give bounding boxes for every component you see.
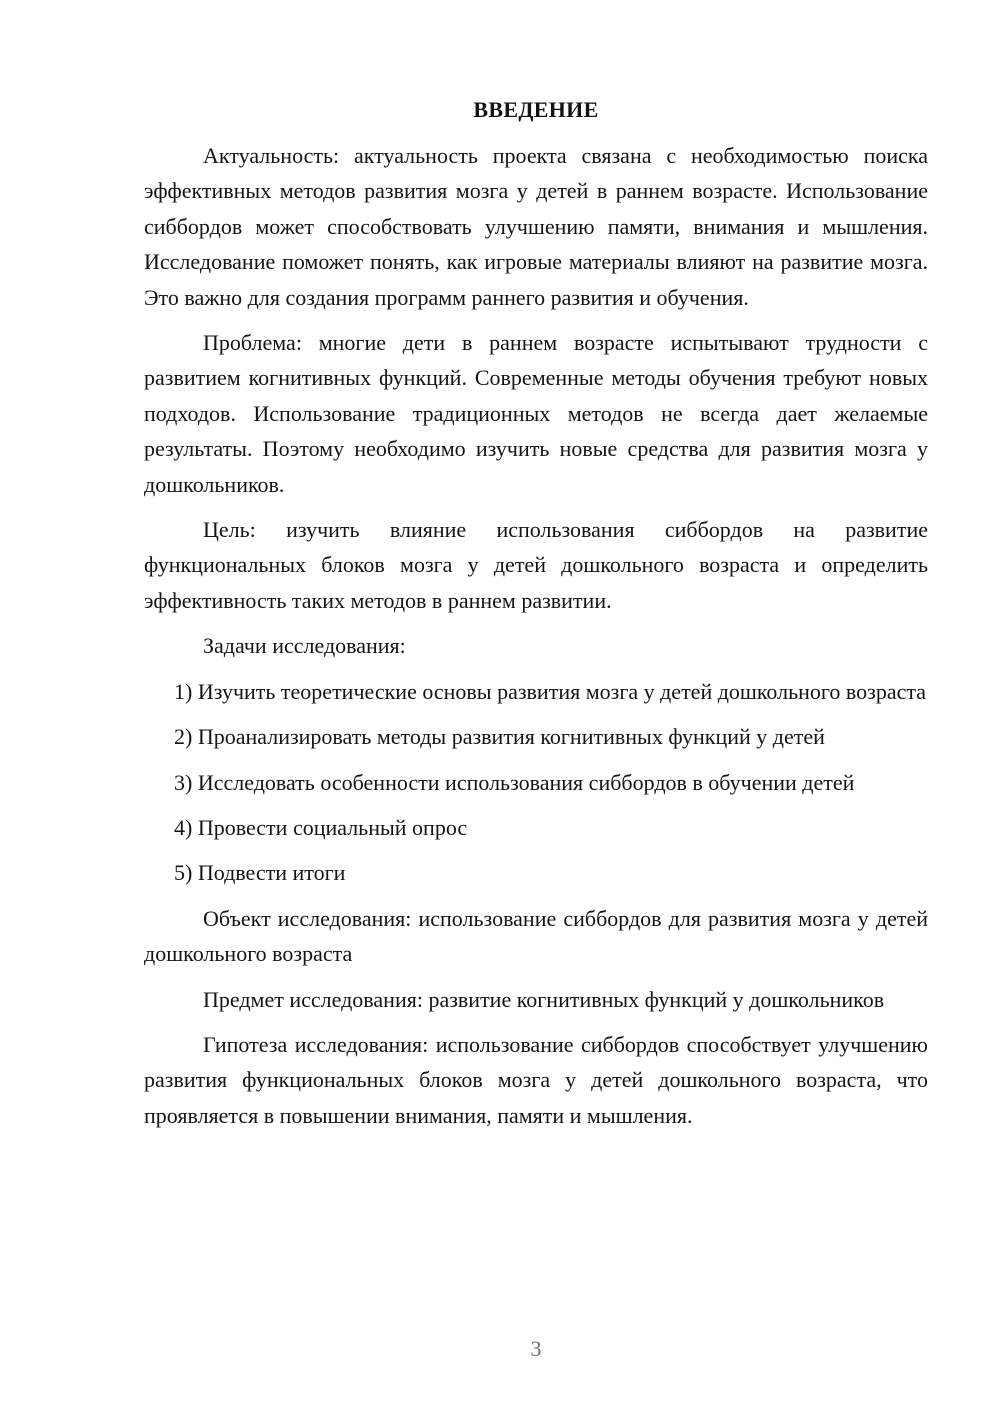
list-item: 5) Подвести итоги: [174, 860, 346, 886]
page-content: [144, 92, 928, 1143]
tasks-list: [144, 674, 928, 891]
list-item: 2) Проанализировать методы развития когнитивных функций у детей: [174, 724, 825, 750]
list-item: 1) Изучить теоретические основы развития мозга у детей дошкольного возраста: [174, 678, 926, 704]
hypothesis-paragraph: Гипотеза исследования: использование сиббордов способствует улучшению развития функциональных блоков мозга у детей дошкольного возраста, что проявляется в повышении внимания, памяти и мышления.: [144, 1031, 928, 1128]
list-item: 3) Исследовать особенности использования сиббордов в обучении детей: [174, 769, 855, 795]
problem-paragraph: Проблема: многие дети в раннем возрасте испытывают трудности с развитием когнитивных функций. Современные методы обучения требуют новых подходов. Использование традиционных методов не всегда дает желаемые результаты. Поэтому необходимо изучить новые средства для развития мозга у дошкольников.: [144, 330, 928, 497]
list-item: 4) Провести социальный опрос: [174, 814, 468, 840]
relevance-paragraph: Актуальность: актуальность проекта связана с необходимостью поиска эффективных методов развития мозга у детей в раннем возрасте. Использование сиббордов может способствовать улучшению памяти, внимания и мышления. Исследование поможет понять, как игровые материалы влияют на развитие мозга. Это важно для создания программ раннего развития и обучения.: [144, 143, 928, 310]
page-title: ВВЕДЕНИЕ: [473, 97, 599, 122]
object-paragraph: Объект исследования: использование сиббордов для развития мозга у детей дошкольного возраста: [144, 905, 928, 967]
subject-paragraph: Предмет исследования: развитие когнитивных функций у дошкольников: [203, 986, 885, 1012]
tasks-heading: Задачи исследования:: [203, 633, 406, 659]
goal-paragraph: Цель: изучить влияние использования сиббордов на развитие функциональных блоков мозга у детей дошкольного возраста и определить эффективность таких методов в раннем развитии.: [144, 517, 928, 613]
page-number: 3: [530, 1336, 542, 1361]
